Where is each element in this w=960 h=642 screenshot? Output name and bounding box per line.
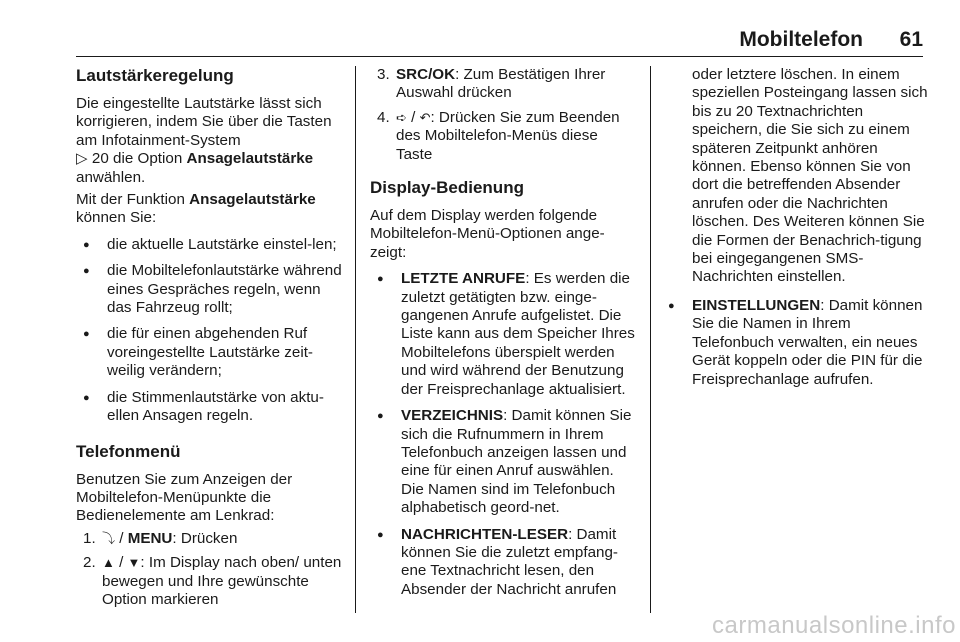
list-item: ● die aktuelle Lautstärke einstel-len; — [76, 236, 348, 254]
list-item: ● LETZTE ANRUFE: Es werden die zuletzt getätigten bzw. einge-gangenen Anrufe aufgelistet. Die Liste kann aus dem Speicher Ihres Mobiltelefons überspielt werden und wird während der Benutzung der Freisprechanlage aktualisiert. — [370, 270, 636, 399]
paragraph-continued: oder letztere löschen. In einem speziellen Posteingang lassen sich bis zu 20 Textnachrichten speichern, die Sie sich zu einem späteren Zeitpunkt anhören können. Ebenso können Sie von dort die betreffenden Absender anrufen oder die Nachrichten löschen. Des Weiteren können Sie die Formen der Benachrich-tigung bei eingegangenen SMS-Nachrichten einstellen. — [692, 66, 928, 286]
list-item: ● die Mobiltelefonlautstärke während eines Gespräches regeln, wenn das Fahrzeug rollt; — [76, 262, 348, 317]
column-3 — [666, 66, 928, 397]
watermark: carmanualsonline.info — [712, 612, 956, 639]
up-arrow-icon: ▲ — [102, 555, 115, 571]
list-item: ● VERZEICHNIS: Damit können Sie sich die Rufnummern in Ihrem Telefonbuch anzeigen lassen und eine für einen Anruf auswählen. Die Namen sind im Telefonbuch alphabetisch geord-net. — [370, 407, 636, 517]
down-arrow-icon: ▼ — [127, 555, 141, 571]
call-icon: ⤵ — [102, 530, 116, 546]
menu-steps-continued — [370, 66, 636, 164]
display-options-list — [370, 270, 636, 599]
step-item: 4. ➪ / ↶: Drücken Sie zum Beenden des Mobiltelefon-Menüs diese Taste — [377, 108, 620, 163]
step-item: 2. ▲ / ▼: Im Display nach oben/ unten bewegen und Ihre gewünschte Option markieren — [83, 554, 342, 608]
paragraph-display-intro: Auf dem Display werden folgende Mobiltelefon-Menü-Optionen ange-zeigt: — [370, 207, 605, 261]
page-header — [76, 22, 923, 57]
display-options-list-continued — [661, 297, 928, 389]
column-divider — [355, 66, 356, 613]
heading-volume: Lautstärkeregelung — [76, 66, 234, 85]
heading-display: Display-Bedienung — [370, 178, 524, 198]
list-item: ● die für einen abgehenden Ruf voreingestellte Lautstärke zeit-weilig verändern; — [76, 325, 348, 380]
volume-options-list — [76, 236, 348, 426]
list-item: ● NACHRICHTEN-LESER: Damit können Sie die zuletzt empfang-ene Textnachricht lesen, den Absender der Nachricht anrufen — [370, 526, 636, 600]
step-item: 1. ⤵ / MENU: Drücken — [83, 529, 238, 547]
page-number: 61 — [899, 28, 923, 51]
column-1 — [76, 66, 348, 615]
paragraph-function: Mit der Funktion Ansagelautstärke können Sie: — [76, 191, 316, 227]
list-item: ● EINSTELLUNGEN: Damit können Sie die Namen in Ihrem Telefonbuch verwalten, ein neues Gerät koppeln oder die PIN für die Freisprechanlage aufrufen. — [661, 297, 928, 389]
hangup-icon: ➪ — [396, 109, 407, 125]
paragraph-volume-intro: Die eingestellte Lautstärke lässt sich korrigieren, indem Sie über die Tasten am Infotainment-System ▷ 20 die Option Ansagelautstärke anwählen. — [76, 95, 332, 186]
paragraph-menu-intro: Benutzen Sie zum Anzeigen der Mobiltelefon-Menüpunkte die Bedienelemente am Lenkrad: — [76, 470, 293, 525]
back-icon: ↶ — [419, 109, 431, 125]
column-2 — [370, 66, 636, 607]
step-item: 3. SRC/OK: Zum Bestätigen Ihrer Auswahl drücken — [377, 66, 606, 102]
arrow-ref-icon: ▷ — [76, 150, 88, 168]
page-title: Mobiltelefon — [739, 28, 863, 51]
menu-steps — [76, 530, 348, 610]
column-divider — [650, 66, 651, 613]
heading-menu: Telefonmenü — [76, 441, 181, 461]
list-item: ● die Stimmenlautstärke von aktu-ellen Ansagen regeln. — [76, 389, 348, 426]
